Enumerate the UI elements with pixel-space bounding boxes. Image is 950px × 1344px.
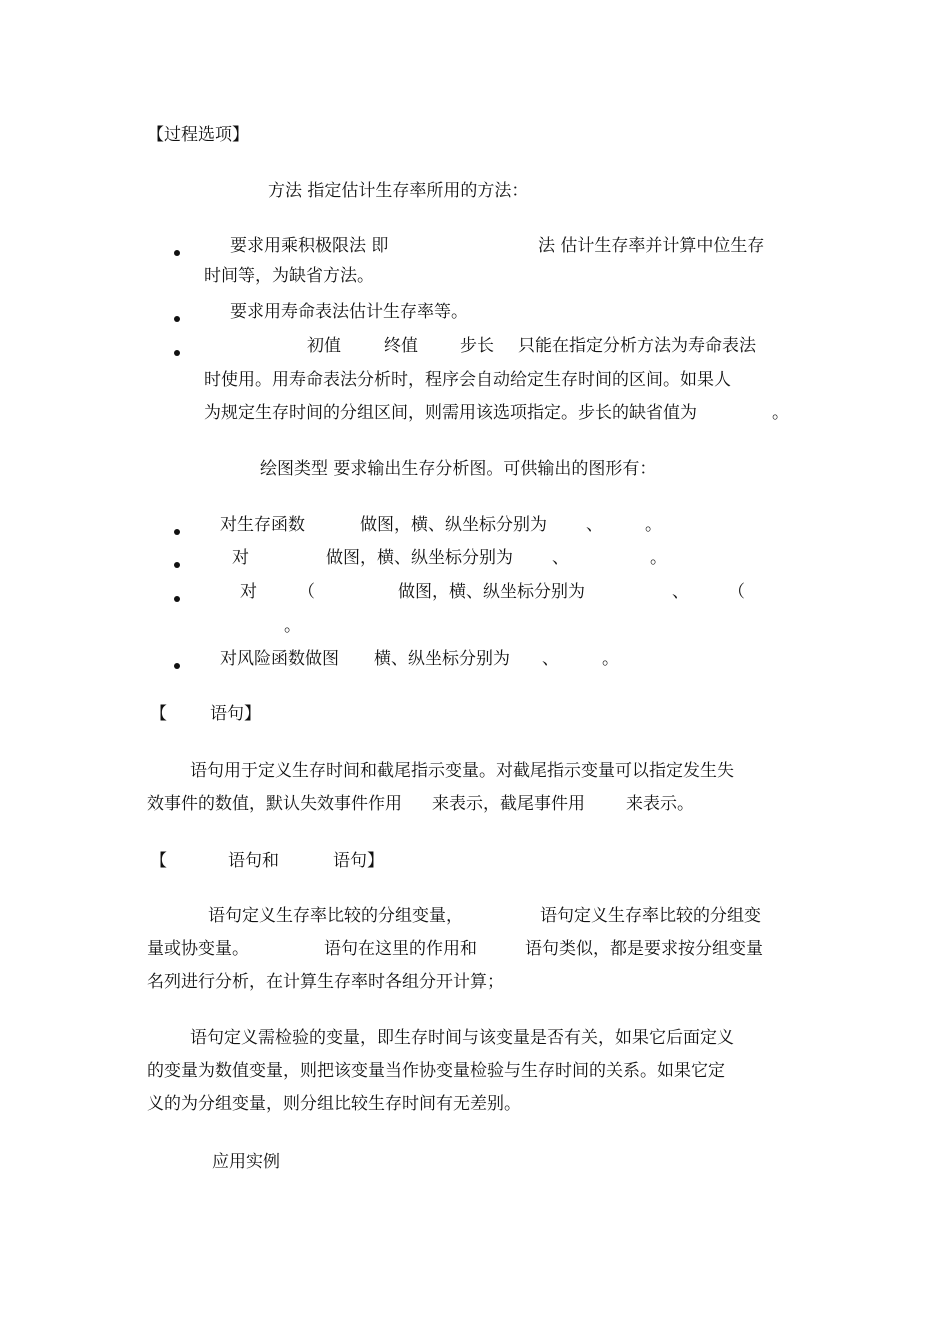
plot-3-end: 。 <box>284 616 301 636</box>
strata-para-line-3: 名列进行分析，在计算生存率时各组分开计算； <box>147 972 504 992</box>
intervals-step-label: 步长 <box>460 336 494 356</box>
strata-para-line-2c: 语句类似，都是要求按分组变量 <box>525 939 763 959</box>
test-para-line-3: 义的为分组变量，则分组比较生存时间有无差别。 <box>147 1094 521 1114</box>
intervals-text-3-end: 。 <box>772 403 789 423</box>
plot-intro: 绘图类型 要求输出生存分析图。可供输出的图形有： <box>260 459 657 479</box>
plot-2-text: 对 <box>232 548 249 568</box>
plot-2-sep: 、 <box>552 548 569 568</box>
time-para-line-2: 效事件的数值，默认失效事件作用 <box>147 794 402 814</box>
plot-hazard-end: 。 <box>602 649 619 669</box>
plot-2-text-2: 做图，横、纵坐标分别为 <box>326 548 513 568</box>
time-para-line-2b: 来表示，截尾事件用 <box>432 794 585 814</box>
method-lifetable-text: 要求用寿命表法估计生存率等。 <box>230 302 468 322</box>
intervals-text-2: 时使用。用寿命表法分析时，程序会自动给定生存时间的区间。如果人 <box>204 370 731 390</box>
plot-3-text: 对 <box>240 582 257 602</box>
plot-survival-end: 。 <box>645 515 662 535</box>
section-heading-process-options: 【过程选项】 <box>147 125 249 145</box>
method-intro: 方法 指定估计生存率所用的方法： <box>268 181 529 201</box>
section-heading-strata-end: 语句】 <box>333 851 384 871</box>
bullet <box>174 529 180 535</box>
plot-3-text-2: 做图，横、纵坐标分别为 <box>398 582 585 602</box>
strata-para-line-2b: 语句在这里的作用和 <box>324 939 477 959</box>
strata-para-line-2: 量或协变量。 <box>147 939 249 959</box>
bullet <box>174 596 180 602</box>
plot-survival-text-2: 做图，横、纵坐标分别为 <box>360 515 547 535</box>
strata-para-line-1b: 语句定义生存率比较的分组变 <box>540 906 761 926</box>
method-km-text-3: 时间等，为缺省方法。 <box>204 266 374 286</box>
plot-3-paren: （ <box>298 582 315 602</box>
example-heading: 应用实例 <box>212 1152 280 1172</box>
intervals-end-label: 终值 <box>384 336 418 356</box>
bullet <box>174 562 180 568</box>
bullet <box>174 663 180 669</box>
time-para-line-1: 语句用于定义生存时间和截尾指示变量。对截尾指示变量可以指定发生失 <box>190 761 734 781</box>
plot-hazard-text-2: 横、纵坐标分别为 <box>374 649 510 669</box>
bullet <box>174 250 180 256</box>
plot-3-sep: 、 <box>672 582 689 602</box>
bullet <box>174 316 180 322</box>
plot-hazard-sep: 、 <box>542 649 559 669</box>
plot-3-paren-2: （ <box>728 582 745 602</box>
section-heading-strata: 语句和 <box>228 851 279 871</box>
intervals-text-3: 为规定生存时间的分组区间，则需用该选项指定。步长的缺省值为 <box>204 403 697 423</box>
section-heading-strata-open: 【 <box>150 851 167 871</box>
method-km-text: 要求用乘积极限法 即 <box>230 236 389 256</box>
test-para-line-2: 的变量为数值变量，则把该变量当作协变量检验与生存时间的关系。如果它定 <box>147 1061 725 1081</box>
section-heading-time: 语句】 <box>210 704 261 724</box>
bullet <box>174 350 180 356</box>
plot-survival-sep: 、 <box>586 515 603 535</box>
plot-survival-text: 对生存函数 <box>220 515 305 535</box>
method-km-text-2: 法 估计生存率并计算中位生存 <box>538 236 765 256</box>
time-para-line-2c: 来表示。 <box>626 794 694 814</box>
strata-para-line-1: 语句定义生存率比较的分组变量， <box>208 906 463 926</box>
section-heading-time-open: 【 <box>150 704 167 724</box>
plot-hazard-text: 对风险函数做图 <box>220 649 339 669</box>
intervals-start-label: 初值 <box>307 336 341 356</box>
intervals-text: 只能在指定分析方法为寿命表法 <box>518 336 756 356</box>
test-para-line-1: 语句定义需检验的变量，即生存时间与该变量是否有关，如果它后面定义 <box>190 1028 734 1048</box>
plot-2-end: 。 <box>650 548 667 568</box>
